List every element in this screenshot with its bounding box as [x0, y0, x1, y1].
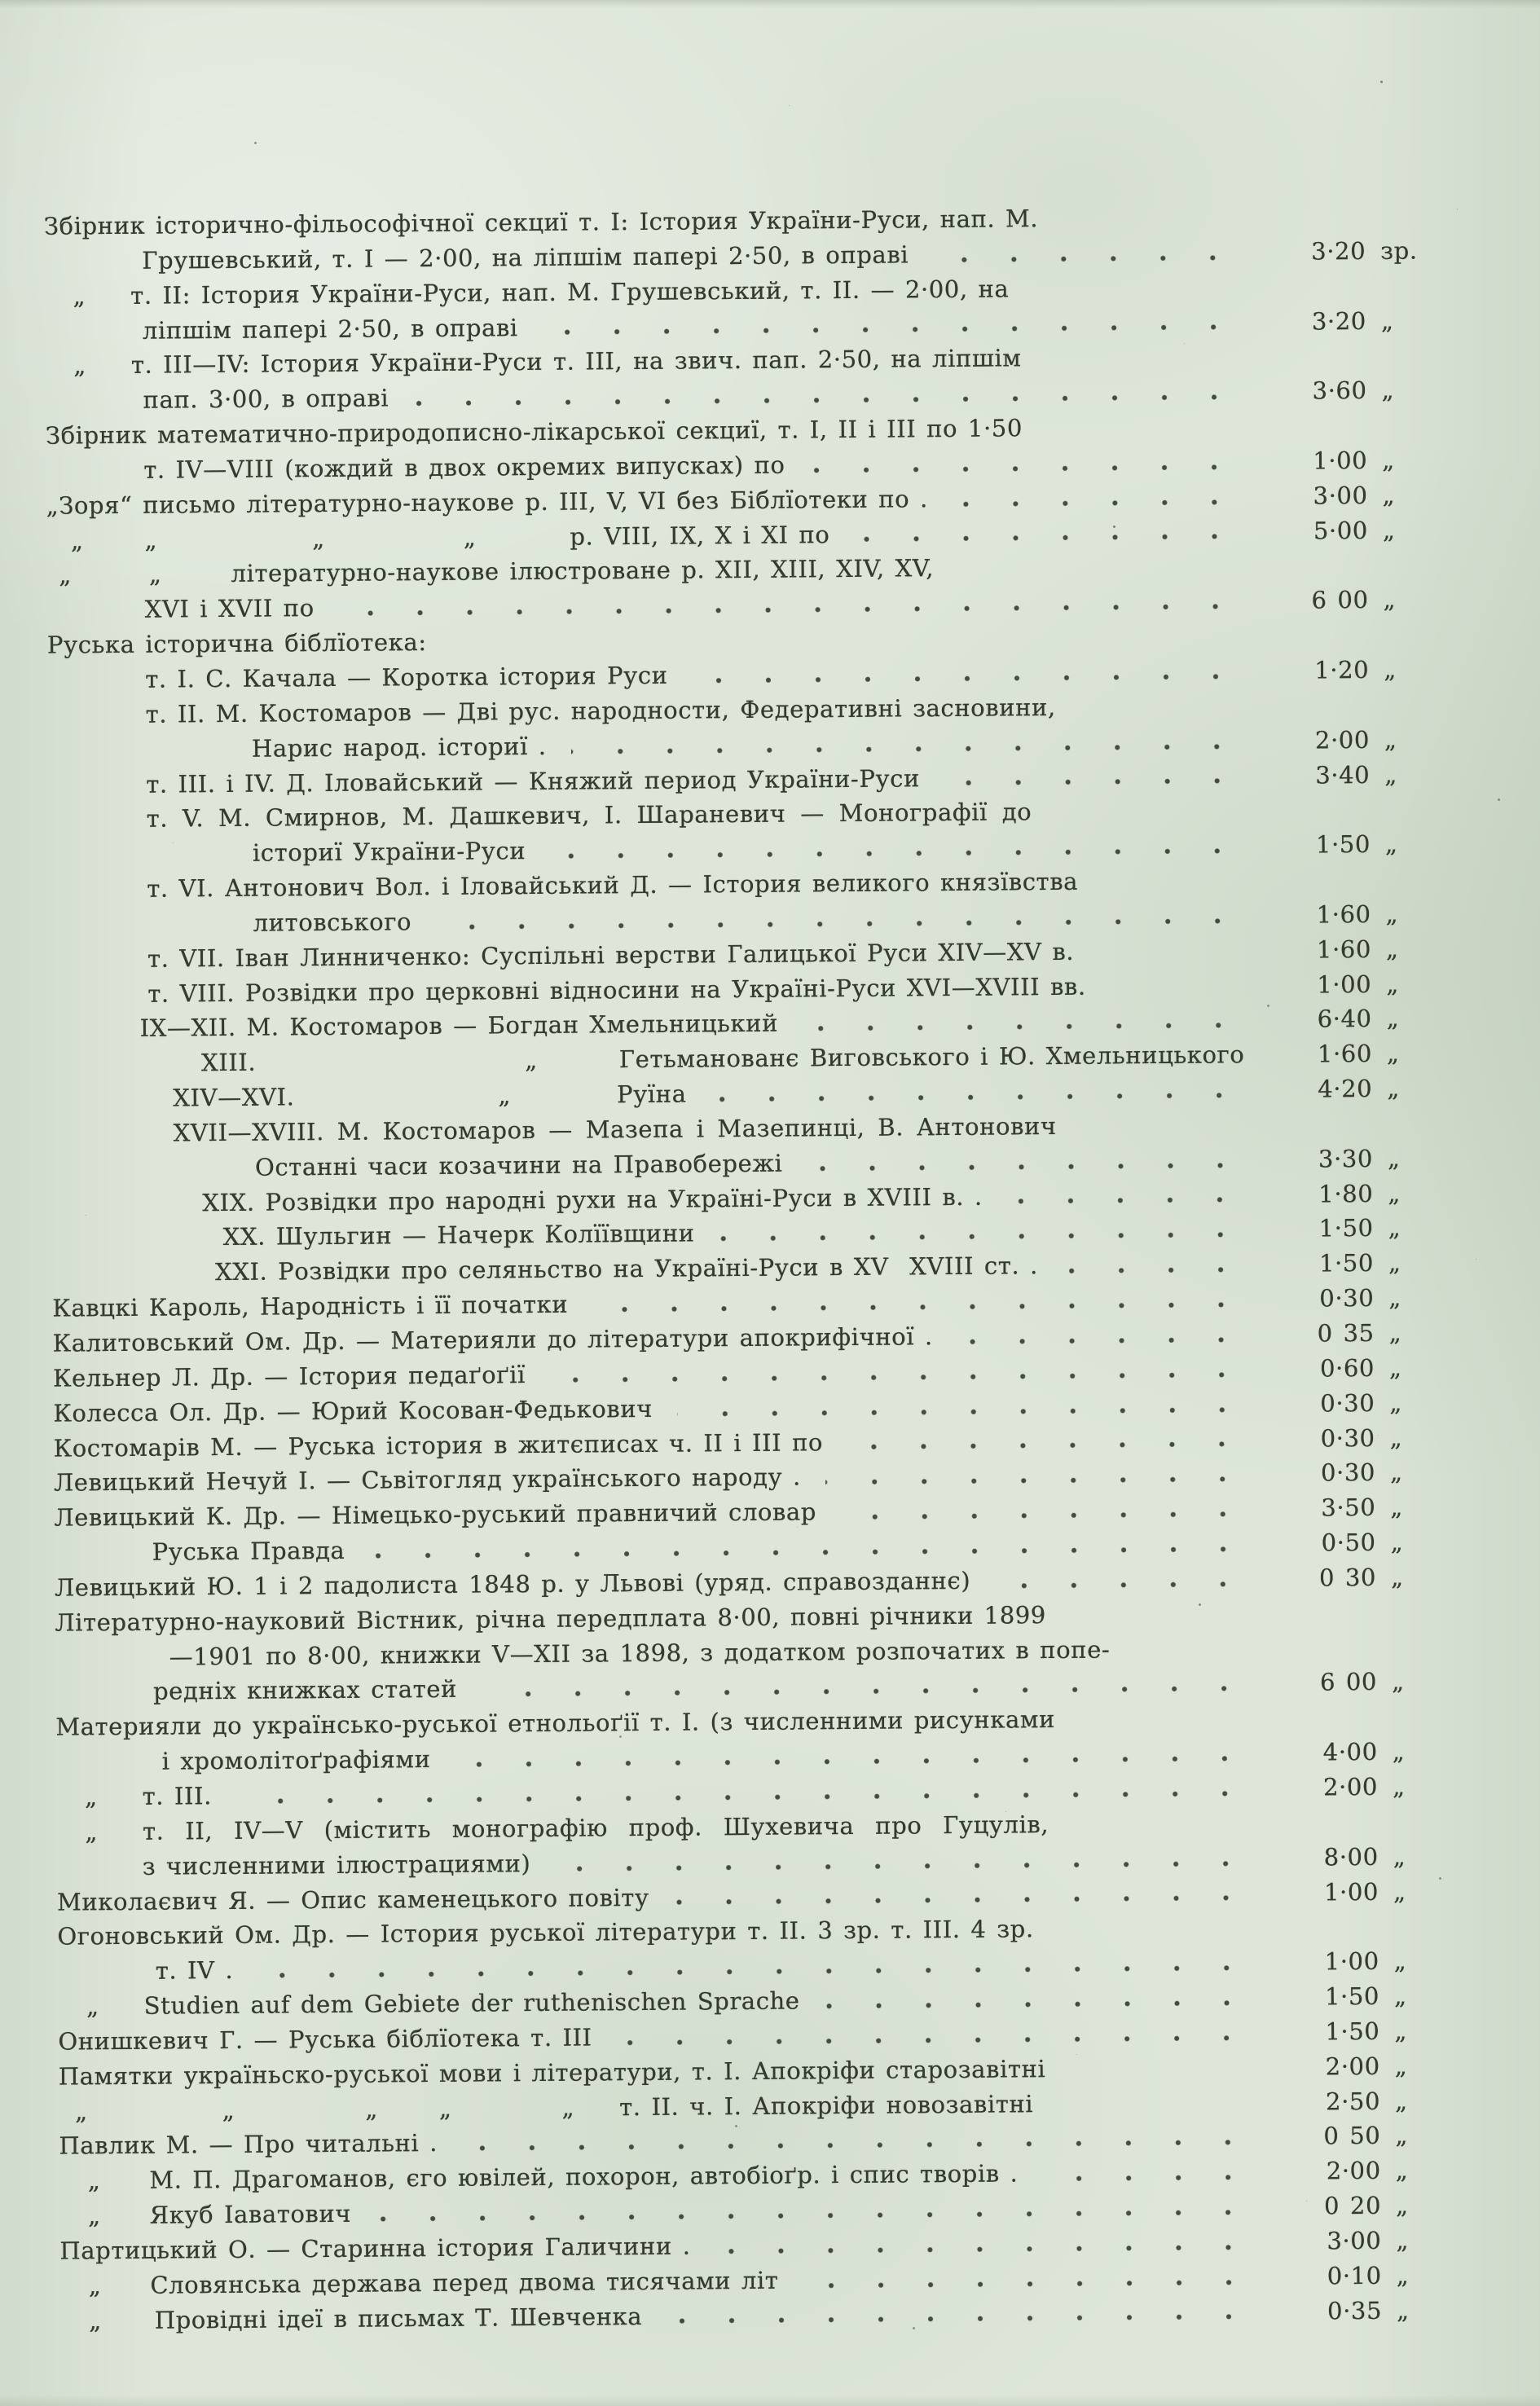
price-value: 3·60	[1312, 376, 1367, 405]
dot-leader	[550, 1370, 1267, 1385]
dot-leader	[550, 846, 1263, 861]
price-value: 0 20	[1323, 2191, 1382, 2220]
entry-text: Грушевський, т. І — 2·00, на ліпшім папері 2·50, в оправі	[142, 240, 909, 275]
dot-leader	[369, 1544, 1268, 1561]
dot-leader	[543, 322, 1259, 337]
ditto-mark: „	[365, 2095, 379, 2123]
entry-text: ХVІІ—ХVІІІ. М. Костомаров — Мазепа і Мазепинці, В. Антонович	[173, 1111, 1057, 1147]
dot-leader	[571, 741, 1262, 756]
ditto-mark: „	[525, 1046, 538, 1075]
currency-ditto-mark: „	[1388, 1353, 1402, 1382]
entry-text: т. VІІ. Іван Линниченко: Суспільні верстви Галицької Руси ХІV—ХV в.	[147, 937, 1075, 973]
price-value: 4·20	[1318, 1075, 1373, 1103]
currency-ditto-mark: „	[1385, 935, 1399, 963]
ditto-mark: „	[86, 1992, 99, 2021]
entry-text: Збірник історично-фільософічної секциї т. І: Істория України-Руси, нап. М.	[43, 205, 1039, 240]
entry-text: Левицький Ю. 1 і 2 падолиста 1848 р. у Львові (уряд. справозданнє)	[54, 1566, 971, 1602]
dot-leader	[841, 1509, 1268, 1522]
price-value: 4·00	[1322, 1738, 1378, 1766]
entry-text: Літературно-науковий Вістник, річна передплата 8·00, повні річники 1899	[55, 1600, 1047, 1637]
entry-text: т. VІ. Антонович Вол. і Іловайський Д. — Істория великого князївства	[147, 867, 1079, 903]
price-value: 2·00	[1314, 725, 1371, 754]
entry-text: Колесса Ол. Др. — Юрий Косован-Федькович	[53, 1394, 653, 1427]
currency-ditto-mark: „	[1390, 1528, 1404, 1556]
catalog-page	[44, 198, 1442, 2338]
dot-leader	[1063, 1265, 1266, 1276]
price-value: 0·50	[1321, 1528, 1376, 1557]
entry-text: литовського	[253, 908, 412, 937]
price-value: 1·60	[1316, 900, 1371, 929]
currency-ditto-mark: „	[1388, 1318, 1402, 1347]
currency-ditto-mark: „	[1386, 1039, 1400, 1068]
price-value: 3·00	[1313, 481, 1368, 510]
price-value: 3·50	[1321, 1493, 1376, 1522]
ditto-mark: „	[498, 1081, 512, 1110]
dot-leader	[957, 1335, 1267, 1347]
dot-leader	[803, 2277, 1274, 2291]
price-value: 1·60	[1317, 1040, 1373, 1068]
entry-text: Памятки україньско-руської мови і літератури, т. І. Апокріфи старозавітні	[58, 2054, 1046, 2091]
price-value: 6 00	[1311, 586, 1369, 614]
entry-text: т. ІІ. ч. І. Апокріфи новозавітні	[619, 2089, 1034, 2121]
dot-leader	[825, 1474, 1268, 1487]
currency-ditto-mark: „	[1393, 1877, 1406, 1906]
dot-leader	[847, 1439, 1268, 1452]
currency-ditto-mark: „	[1390, 1563, 1404, 1591]
currency-ditto-mark: „	[1382, 516, 1396, 544]
price-value: 0 35	[1317, 1318, 1375, 1348]
entry-text: т. ІІ: Істория України-Руси, нап. М. Грушевський, т. ІІ. — 2·00, на	[130, 275, 1010, 310]
entry-text: Руська Правда	[152, 1536, 345, 1566]
dot-leader	[693, 671, 1262, 685]
currency-ditto-mark: „	[1393, 1842, 1406, 1871]
price-value: 1·50	[1318, 1214, 1374, 1243]
currency-ditto-mark: „	[1386, 970, 1400, 998]
ditto-mark: „	[561, 2093, 575, 2122]
dot-leader	[803, 1020, 1265, 1033]
entry-text: Павлик М. — Про читальні .	[59, 2129, 438, 2161]
entry-text: ліпшім папері 2·50, в оправі	[142, 313, 518, 345]
ditto-mark: „	[85, 1818, 99, 1846]
dot-leader	[854, 531, 1261, 544]
dot-leader	[809, 462, 1260, 475]
currency-ditto-mark: „	[1381, 376, 1395, 405]
ditto-mark: „	[59, 561, 73, 590]
entry-text: Миколаєвич Я. — Опис каменецького повіту	[56, 1883, 649, 1916]
currency-ditto-mark: „	[1382, 446, 1395, 474]
entry-text: Останні часи козачини на Правобережі	[254, 1149, 783, 1181]
entry-text: Огоновський Ом. Др. — Істория руської літератури т. ІІ. 3 зр. т. ІІІ. 4 зр.	[57, 1915, 1034, 1951]
entry-text: Studien auf dem Gebiete der ruthenischen Sprache	[143, 1986, 800, 2020]
currency-ditto-mark: „	[1391, 1668, 1405, 1696]
dot-leader	[825, 1998, 1273, 2011]
currency-ditto-mark: „	[1388, 1179, 1401, 1207]
dot-leader	[719, 1229, 1266, 1243]
currency-ditto-mark: „	[1394, 2052, 1408, 2080]
currency-ditto-mark: „	[1395, 2122, 1409, 2150]
price-value: 3·00	[1327, 2226, 1382, 2255]
currency-ditto-mark: „	[1384, 829, 1398, 858]
currency-ditto-mark: „	[1384, 655, 1397, 684]
dot-leader	[339, 601, 1261, 618]
dot-leader	[953, 497, 1261, 509]
dot-leader	[1042, 2172, 1273, 2184]
currency-ditto-mark: „	[1394, 2087, 1408, 2115]
currency-ditto-mark: „	[1394, 2017, 1408, 2045]
entry-text: т. ІІІ.	[142, 1782, 213, 1810]
entry-text: Гетьманованє Виговського і Ю. Хмельницького	[618, 1040, 1245, 1074]
entry-text: „Зоря“ письмо літературно-наукове р. ІІІ, V, VІ без Біблїотеки по .	[46, 484, 928, 520]
entry-text: т. І. С. Качала — Коротка істория Руси	[145, 661, 668, 693]
ditto-mark: „	[88, 2272, 102, 2300]
entry-text: ХVІ і ХVІІ по	[144, 594, 315, 624]
price-value: 0·60	[1319, 1353, 1375, 1383]
price-value: 1·00	[1317, 970, 1372, 999]
entry-text: істориї України-Руси	[252, 837, 526, 867]
entry-text: т. ІІІ. і ІV. Д. Іловайський — Княжий период України-Руси	[146, 763, 921, 798]
entry-text: ХІХ. Розвідки про народні рухи на Україні-Руси в ХVІІІ в. .	[202, 1182, 983, 1216]
ditto-mark: „	[73, 351, 87, 380]
price-value: 1·50	[1315, 830, 1371, 859]
dot-leader	[236, 1788, 1270, 1806]
dot-leader	[933, 253, 1258, 265]
currency-ditto-mark: „	[1388, 1248, 1401, 1278]
ditto-mark: „	[70, 526, 84, 555]
dot-leader	[455, 1753, 1270, 1770]
price-value: 1·20	[1314, 655, 1370, 684]
entry-text: ІХ—ХІІ. М. Костомаров — Богдан Хмельницький	[139, 1009, 779, 1043]
price-value: 1·50	[1318, 1249, 1375, 1278]
price-value: 0·35	[1327, 2296, 1383, 2325]
entry-text: пап. 3·00, в оправі	[143, 384, 389, 414]
dot-leader	[436, 916, 1264, 932]
dot-leader	[807, 1160, 1265, 1173]
currency-ditto-mark: „	[1386, 1005, 1400, 1033]
price-value: 0·30	[1319, 1284, 1375, 1313]
currency-ditto-mark: „	[1384, 725, 1397, 754]
currency-ditto-mark: „	[1396, 2226, 1410, 2254]
entry-text: редніх книжках статей	[152, 1675, 458, 1706]
price-value: 0·30	[1320, 1423, 1375, 1452]
price-value: 3·40	[1315, 760, 1371, 789]
price-value: 1·50	[1324, 1982, 1380, 2011]
ditto-mark: „	[87, 2201, 101, 2230]
price-value: 1·00	[1313, 446, 1368, 475]
currency-ditto-mark: „	[1396, 2296, 1410, 2325]
ditto-mark: „	[148, 561, 162, 589]
currency-ditto-mark: „	[1389, 1423, 1403, 1452]
ditto-mark: „	[222, 2096, 235, 2124]
price-value: 3·20	[1311, 306, 1367, 336]
currency-ditto-mark: „	[1382, 481, 1396, 509]
dot-leader	[715, 2242, 1274, 2256]
currency-ditto-mark: „	[1388, 1283, 1402, 1312]
ditto-mark: „	[87, 2166, 101, 2195]
entry-text: ХІV—ХVІ.	[173, 1083, 295, 1112]
price-value: 6·40	[1317, 1005, 1372, 1033]
entry-text: т. VІІІ. Розвідки про церковні відносини на Україні-Руси ХVІ—ХVІІІ вв.	[147, 972, 1086, 1008]
currency-ditto-mark: „	[1393, 1982, 1407, 2010]
currency-ditto-mark: „	[1383, 585, 1397, 614]
entry-text: Материяли до українсько-руської етнольоґії т. І. (з численними рисунками	[55, 1705, 1056, 1741]
entry-text: т. ІІ, ІV—V (містить монографію проф. Шухевича про Гуцулів,	[142, 1810, 1049, 1845]
currency-ditto-mark: „	[1392, 1772, 1406, 1801]
dot-leader	[376, 2207, 1274, 2224]
entry-text: М. П. Драгоманов, єго ювілей, похорон, автобіоґр. і спис творів .	[149, 2159, 1019, 2195]
currency-ditto-mark: „	[1387, 1144, 1401, 1172]
price-value: 1·00	[1323, 1877, 1379, 1906]
dot-leader	[482, 1683, 1269, 1700]
entry-text: Кельнер Л. Др. — Істория педаґоґії	[52, 1360, 526, 1392]
currency-ditto-mark: „	[1396, 2261, 1410, 2289]
dot-leader	[677, 1404, 1267, 1419]
price-value: 1·00	[1324, 1947, 1379, 1976]
entry-text: Партицький О. — Старинна істория Галичини .	[59, 2232, 691, 2265]
currency-ditto-mark: „	[1392, 1737, 1406, 1766]
dot-leader	[462, 2137, 1273, 2153]
currency-ditto-mark: „	[1395, 2191, 1409, 2219]
entry-text: т. ІІІ—ІV: Істория України-Руси т. ІІІ, на звич. пап. 2·50, на ліпшім	[130, 344, 1022, 380]
entry-text: т. ІІ. М. Костомаров — Дві рус. народности, Федеративні засновини,	[145, 693, 1056, 728]
price-value: 8·00	[1323, 1842, 1379, 1872]
entry-text: Провідні ідеї в письмах Т. Шевченка	[154, 2302, 643, 2334]
entry-text: ХХ. Шульгин — Начерк Колїївщини	[222, 1219, 695, 1251]
price-value: 2·00	[1325, 2052, 1380, 2081]
price-value: 0·10	[1327, 2261, 1382, 2290]
entry-text: і хромолітоґрафіями	[161, 1745, 431, 1775]
currency-ditto-mark: „	[1389, 1458, 1403, 1487]
currency-ditto-mark: „	[1384, 760, 1398, 789]
leader-spacer	[1086, 992, 1284, 994]
entry-text: —1901 по 8·00, книжки V—ХІІ за 1898, з додатком розпочатих в попе-	[169, 1635, 1111, 1671]
price-value: 3·30	[1318, 1144, 1374, 1173]
currency-ditto-mark: „	[1388, 1214, 1401, 1243]
dot-leader	[413, 392, 1259, 408]
currency-ditto-mark: „	[1389, 1388, 1403, 1417]
paper-specks	[0, 0, 2, 2]
price-value: 1·80	[1318, 1179, 1374, 1208]
currency-ditto-mark: „	[1393, 1946, 1407, 1975]
currency-label: зр.	[1380, 236, 1418, 265]
leader-spacer	[1074, 957, 1283, 959]
entry-text: Костомарів М. — Руська істория в житєписах ч. ІІ і ІІІ по	[53, 1427, 824, 1463]
entry-text: т. ІV .	[155, 1956, 234, 1985]
entry-text: Калитовський Ом. Др. — Материяли до літератури апокрифічної .	[52, 1322, 933, 1357]
entry-text: Левицький К. Др. — Німецько-руський правничий словар	[54, 1498, 817, 1532]
dot-leader	[1007, 1194, 1266, 1206]
dot-leader	[617, 2033, 1273, 2048]
currency-ditto-mark: „	[1380, 306, 1394, 335]
dot-leader	[944, 776, 1262, 788]
entry-text: р. VІІІ, ІХ, Х і ХІ по	[570, 520, 830, 551]
price-value: 3·20	[1311, 236, 1366, 266]
currency-ditto-mark: „	[1395, 2156, 1409, 2184]
ditto-mark: „	[463, 523, 477, 552]
price-value: 5·00	[1313, 516, 1369, 545]
currency-ditto-mark: „	[1385, 900, 1399, 928]
price-value: 1·50	[1325, 2017, 1380, 2046]
dot-leader	[555, 1858, 1270, 1873]
catalog-list	[44, 198, 1442, 2338]
entry-text: Кавцкі Кароль, Народність і її початки	[52, 1290, 569, 1322]
dot-leader	[667, 2311, 1274, 2326]
price-value: 2·00	[1322, 1772, 1379, 1801]
entry-text: Онишкевич Г. — Руська біблїотека т. ІІІ	[58, 2023, 592, 2056]
dot-leader	[711, 1090, 1265, 1104]
entry-text: Руїна	[616, 1080, 687, 1109]
dot-leader	[674, 1893, 1271, 1907]
entry-text: Словянська держава перед двома тисячами літ	[150, 2266, 779, 2299]
currency-ditto-mark: „	[1390, 1493, 1404, 1521]
dot-leader	[257, 1963, 1272, 1981]
entry-text: ХІІІ.	[200, 1048, 257, 1077]
ditto-mark: „	[73, 281, 86, 310]
entry-text: Якуб Іаватович	[149, 2199, 352, 2229]
dot-leader	[592, 1300, 1266, 1314]
price-value: 6 00	[1319, 1668, 1378, 1696]
ditto-mark: „	[88, 2306, 102, 2334]
price-value: 0·30	[1320, 1388, 1375, 1418]
currency-ditto-mark: „	[1387, 1074, 1401, 1102]
entry-text: Збірник математично-природописно-лікарської секциї, т. І, ІІ і ІІІ по 1·50	[45, 414, 1023, 450]
dot-leader	[995, 1579, 1269, 1591]
price-value: 0 50	[1323, 2122, 1381, 2150]
ditto-mark: „	[74, 2096, 88, 2126]
ditto-mark: „	[438, 2094, 452, 2122]
price-value: 0 30	[1318, 1563, 1377, 1592]
ditto-mark: „	[312, 524, 325, 552]
leader-spacer	[1033, 2109, 1292, 2111]
entry-text: Нарис народ. істориї .	[251, 732, 547, 763]
entry-text: Руська історична біблїотека:	[46, 628, 427, 659]
price-value: 2·50	[1325, 2087, 1381, 2115]
ditto-mark: „	[84, 1783, 98, 1811]
entry-text: Левицький Нечуй І. — Сьвітогляд українського народу .	[53, 1463, 801, 1498]
entry-text: з численними ілюстрациями)	[142, 1849, 531, 1880]
price-value: 1·60	[1316, 935, 1372, 964]
entry-text: т. V. М. Смирнов, М. Дашкевич, І. Шараневич — Монографії до	[146, 798, 1032, 834]
entry-text: ХХІ. Розвідки про селяньство на Україні-Руси в ХV ХVІІІ ст. .	[214, 1251, 1039, 1287]
ditto-mark: „	[144, 526, 158, 554]
price-value: 2·00	[1326, 2157, 1381, 2185]
entry-text: т. ІV—VІІІ (кождий в двох окремих випусках) по	[143, 451, 785, 484]
entry-text: літературно-наукове ілюстроване р. ХІІ, ХІІІ, ХІV, ХV,	[231, 554, 935, 588]
leader-spacer	[1045, 2074, 1291, 2076]
price-value: 0·30	[1320, 1458, 1376, 1487]
